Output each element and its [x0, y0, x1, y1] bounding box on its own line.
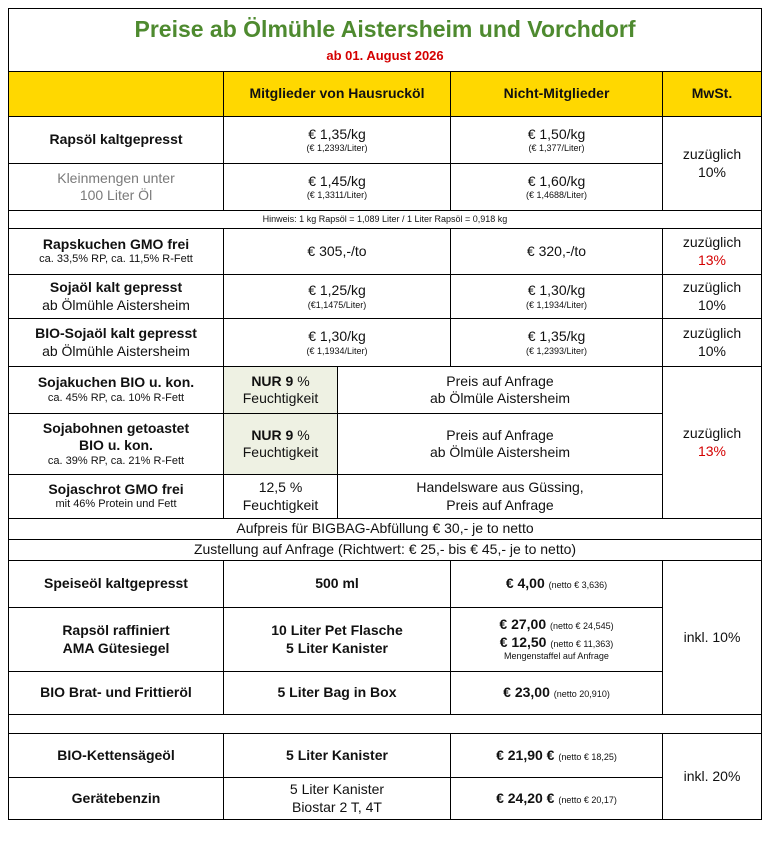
price-info: Preis auf Anfrage ab Ölmüle Aistersheim — [337, 413, 663, 475]
conversion-note: Hinweis: 1 kg Rapsöl = 1,089 Liter / 1 Liter Rapsöl = 0,918 kg — [8, 210, 762, 229]
member-price: € 1,45/kg (€ 1,3311/Liter) — [223, 163, 451, 211]
member-price: € 305,-/to — [223, 228, 451, 275]
member-price: € 1,25/kg (€1,1475/Liter) — [223, 274, 451, 319]
title-cell — [8, 8, 762, 72]
product-name: Sojaöl kalt gepresst ab Ölmühle Aistersheim — [8, 274, 224, 319]
moisture-cell: 12,5 % Feuchtigkeit — [223, 474, 338, 519]
valid-date: ab 01. August 2026 — [326, 47, 444, 63]
package-size: 10 Liter Pet Flasche 5 Liter Kanister — [223, 607, 451, 672]
member-price: € 1,30/kg (€ 1,1934/Liter) — [223, 318, 451, 367]
product-name: Sojaschrot GMO frei mit 46% Protein und Fett — [8, 474, 224, 519]
retail-price: € 27,00 (netto € 24,545) € 12,50 (netto € 11,363) Mengenstaffel auf Anfrage — [450, 607, 663, 672]
moisture-cell: NUR 9 % Feuchtigkeit — [223, 366, 338, 414]
retail-price: € 4,00 (netto € 3,636) — [450, 560, 663, 608]
product-name: Speiseöl kaltgepresst — [8, 560, 224, 608]
price-info: Handelsware aus Güssing, Preis auf Anfrage — [337, 474, 663, 519]
vat-cell: zuzüglich 13% — [662, 228, 762, 275]
package-size: 5 Liter Kanister Biostar 2 T, 4T — [223, 777, 451, 820]
non-member-price: € 320,-/to — [450, 228, 663, 275]
vat-cell: zuzüglich 10% — [662, 318, 762, 367]
product-name: BIO-Kettensägeöl — [8, 733, 224, 778]
product-name: Gerätebenzin — [8, 777, 224, 820]
delivery-note: Zustellung auf Anfrage (Richtwert: € 25,- bis € 45,- je to netto) — [8, 539, 762, 561]
retail-price: € 21,90 € (netto € 18,25) — [450, 733, 663, 778]
header-vat: MwSt. — [662, 71, 762, 117]
vat-cell: zuzüglich 10% — [662, 116, 762, 211]
member-price: € 1,35/kg (€ 1,2393/Liter) — [223, 116, 451, 164]
spacer-row — [8, 714, 762, 734]
non-member-price: € 1,50/kg (€ 1,377/Liter) — [450, 116, 663, 164]
package-size: 5 Liter Bag in Box — [223, 671, 451, 715]
product-name: BIO-Sojaöl kalt gepresst ab Ölmühle Aistersheim — [8, 318, 224, 367]
product-name: Sojabohnen getoastet BIO u. kon. ca. 39% RP, ca. 21% R-Fett — [8, 413, 224, 475]
package-size: 5 Liter Kanister — [223, 733, 451, 778]
non-member-price: € 1,35/kg (€ 1,2393/Liter) — [450, 318, 663, 367]
product-name: Kleinmengen unter 100 Liter Öl — [8, 163, 224, 211]
non-member-price: € 1,60/kg (€ 1,4688/Liter) — [450, 163, 663, 211]
product-name: Rapsöl kaltgepresst — [8, 116, 224, 164]
price-info: Preis auf Anfrage ab Ölmüle Aistersheim — [337, 366, 663, 414]
moisture-cell: NUR 9 % Feuchtigkeit — [223, 413, 338, 475]
page-title: Preise ab Ölmühle Aistersheim und Vorchdorf — [134, 16, 636, 43]
vat-cell: zuzüglich 13% — [662, 366, 762, 519]
product-name: Rapsöl raffiniert AMA Gütesiegel — [8, 607, 224, 672]
product-name: Sojakuchen BIO u. kon. ca. 45% RP, ca. 10% R-Fett — [8, 366, 224, 414]
product-name: BIO Brat- und Frittieröl — [8, 671, 224, 715]
vat-cell: inkl. 10% — [662, 560, 762, 715]
retail-price: € 24,20 € (netto € 20,17) — [450, 777, 663, 820]
vat-cell: zuzüglich 10% — [662, 274, 762, 319]
header-blank — [8, 71, 224, 117]
vat-cell: inkl. 20% — [662, 733, 762, 820]
product-name: Rapskuchen GMO frei ca. 33,5% RP, ca. 11,5% R-Fett — [8, 228, 224, 275]
price-table — [8, 8, 761, 819]
package-size: 500 ml — [223, 560, 451, 608]
header-non-members: Nicht-Mitglieder — [450, 71, 663, 117]
non-member-price: € 1,30/kg (€ 1,1934/Liter) — [450, 274, 663, 319]
bigbag-note: Aufpreis für BIGBAG-Abfüllung € 30,- je to netto — [8, 518, 762, 540]
retail-price: € 23,00 (netto 20,910) — [450, 671, 663, 715]
header-members: Mitglieder von Hausrucköl — [223, 71, 451, 117]
